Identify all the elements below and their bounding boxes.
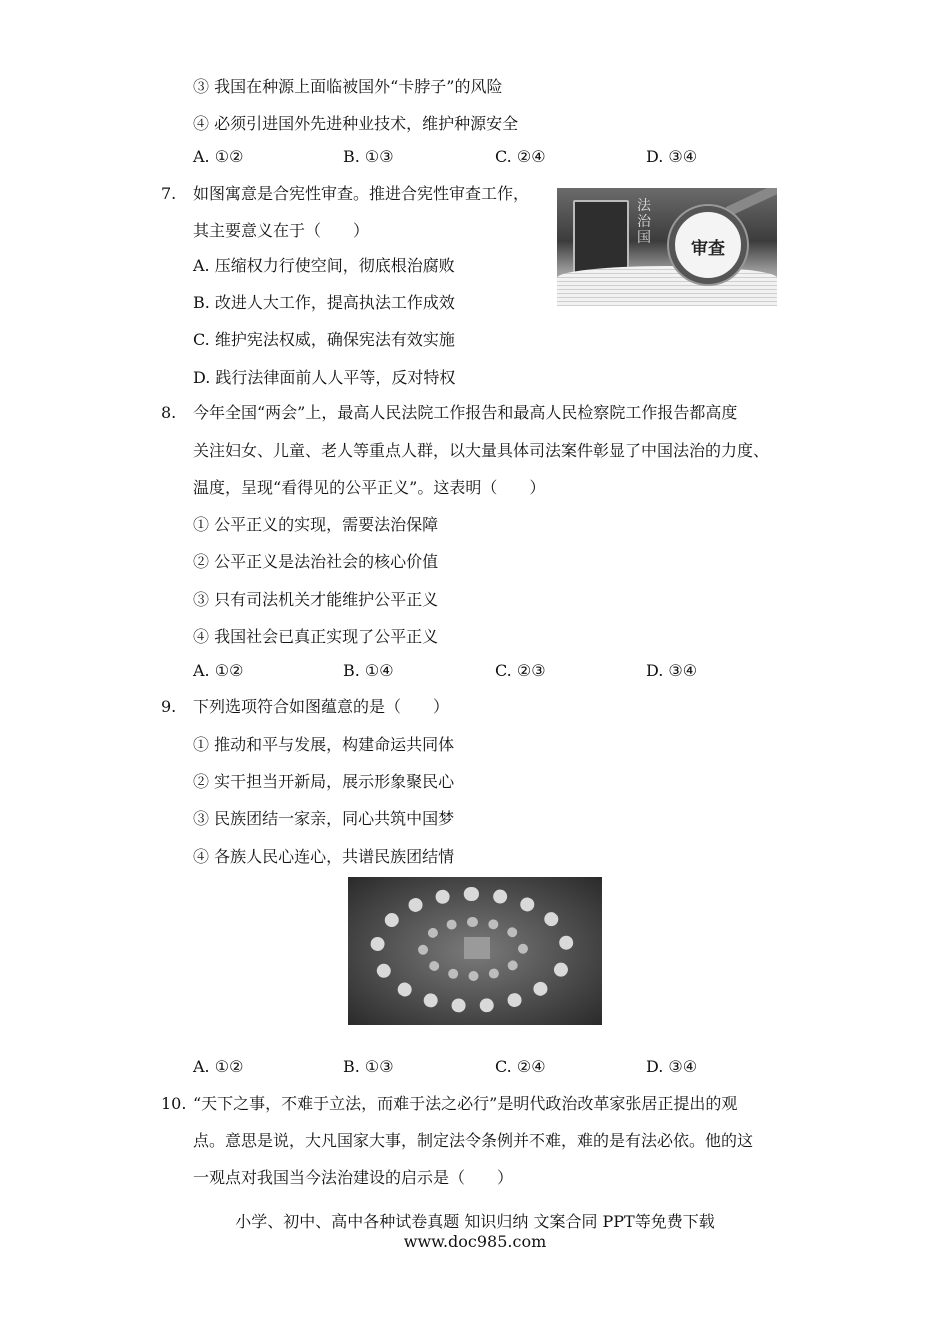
q9-stem-line1: 下列选项符合如图蕴意的是（ ） [193, 697, 450, 716]
q10-stem-line3: 一观点对我国当今法治建设的启示是（ ） [193, 1168, 514, 1187]
q9-statement-1: ① 推动和平与发展，构建命运共同体 [193, 735, 455, 754]
q7-stem-line1: 如图寓意是合宪性审查。推进合宪性审查工作， [193, 184, 530, 203]
q8-stem-line3: 温度，呈现“看得见的公平正义”。这表明（ ） [193, 478, 546, 497]
q9-option-b: B. ①③ [343, 1057, 394, 1076]
q8-statement-3: ③ 只有司法机关才能维护公平正义 [193, 590, 439, 609]
q10-stem-line1: “天下之事，不难于立法，而难于法之必行”是明代政治改革家张居正提出的观 [193, 1094, 738, 1113]
q7-option-a: A. 压缩权力行使空间，彻底根治腐败 [193, 256, 455, 275]
ethnic-unity-dance-image [348, 877, 602, 1025]
q8-stem-line2: 关注妇女、儿童、老人等重点人群，以大量具体司法案件彰显了中国法治的力度、 [193, 441, 770, 460]
q7-stem-line2: 其主要意义在于（ ） [193, 221, 370, 240]
q6-option-c: C. ②④ [495, 147, 546, 166]
q9-option-d: D. ③④ [646, 1057, 698, 1076]
q6-option-b: B. ①③ [343, 147, 394, 166]
q9-statement-2: ② 实干担当开新局，展示形象聚民心 [193, 772, 455, 791]
q9-option-a: A. ①② [193, 1057, 244, 1076]
q8-option-b: B. ①④ [343, 661, 394, 680]
magnifier-label: 审查 [691, 239, 725, 259]
footer-ad-text: 小学、初中、高中各种试卷真题 知识归纳 文案合同 PPT等免费下载 [235, 1212, 715, 1231]
q6-option-a: A. ①② [193, 147, 244, 166]
open-book-pages [557, 266, 777, 306]
q8-option-c: C. ②③ [495, 661, 546, 680]
q8-statement-2: ② 公平正义是法治社会的核心价值 [193, 552, 439, 571]
q10-number: 10. [161, 1094, 187, 1113]
q10-stem-line2: 点。意思是说，大凡国家大事，制定法令条例并不难，难的是有法必依。他的这 [193, 1131, 754, 1150]
q8-statement-1: ① 公平正义的实现，需要法治保障 [193, 515, 439, 534]
q6-statement-3: ③ 我国在种源上面临被国外“卡脖子”的风险 [193, 77, 503, 96]
magnifier-icon [669, 206, 747, 284]
q8-statement-4: ④ 我国社会已真正实现了公平正义 [193, 627, 439, 646]
q9-statement-4: ④ 各族人民心连心，共谱民族团结情 [193, 847, 455, 866]
q6-statement-4: ④ 必须引进国外先进种业技术，维护种源安全 [193, 114, 519, 133]
footer-url[interactable]: www.doc985.com [403, 1232, 547, 1251]
q9-statement-3: ③ 民族团结一家亲，同心共筑中国梦 [193, 809, 455, 828]
q7-option-c: C. 维护宪法权威，确保宪法有效实施 [193, 330, 455, 349]
q8-option-a: A. ①② [193, 661, 244, 680]
q7-number: 7. [161, 184, 177, 203]
image-side-text: 法治国 [637, 198, 651, 246]
q8-option-d: D. ③④ [646, 661, 698, 680]
q6-option-d: D. ③④ [646, 147, 698, 166]
q7-option-b: B. 改进人大工作，提高执法工作成效 [193, 293, 455, 312]
constitutional-review-image [557, 188, 777, 306]
q8-stem-line1: 今年全国“两会”上，最高人民法院工作报告和最高人民检察院工作报告都高度 [193, 403, 738, 422]
q9-number: 9. [161, 697, 177, 716]
q9-option-c: C. ②④ [495, 1057, 546, 1076]
q8-number: 8. [161, 403, 177, 422]
q7-option-d: D. 践行法律面前人人平等，反对特权 [193, 368, 456, 387]
magnifier-handle [726, 188, 777, 216]
circle-center [464, 937, 490, 959]
